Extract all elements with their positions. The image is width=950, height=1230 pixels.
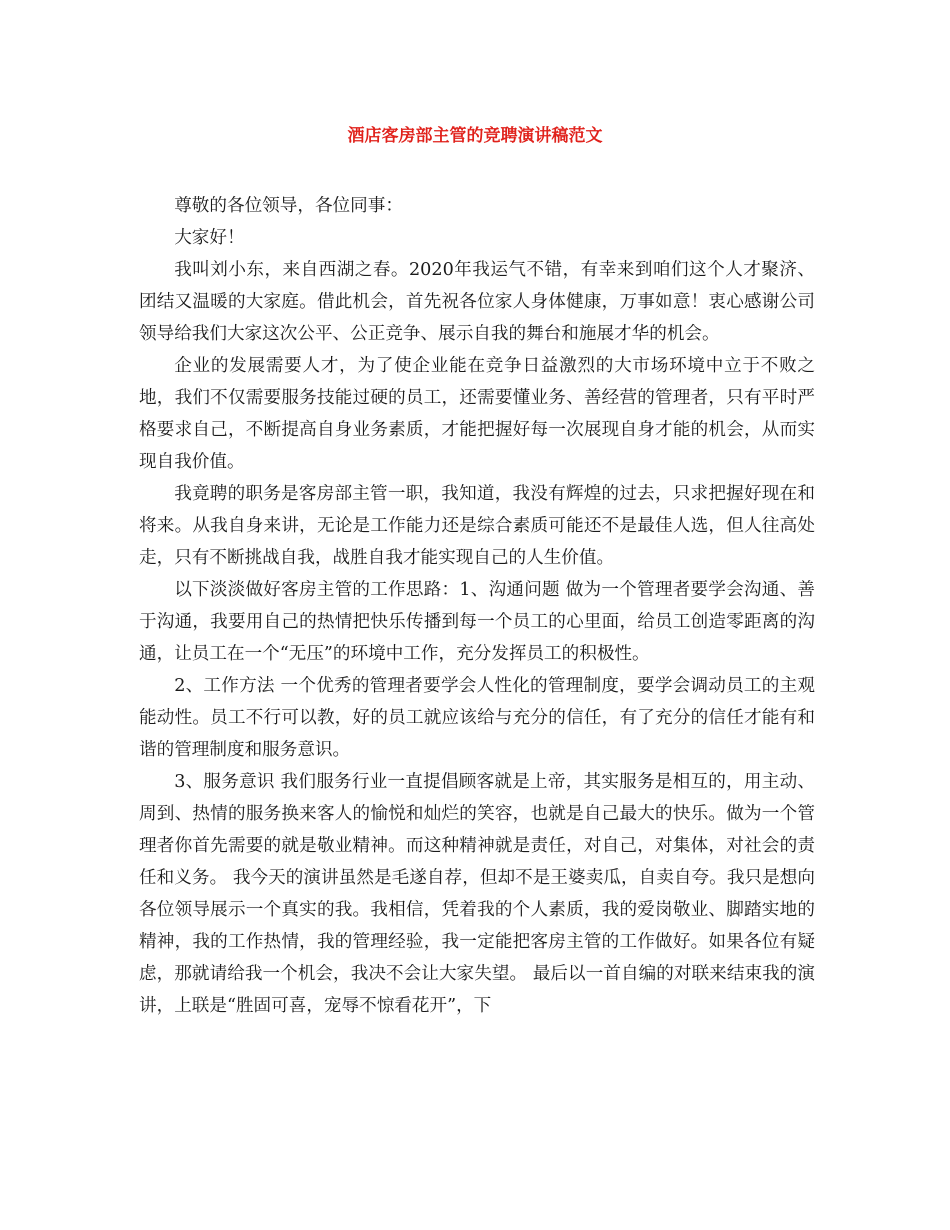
document-title: 酒店客房部主管的竞聘演讲稿范文	[347, 126, 603, 146]
service-awareness-paragraph: 3、服务意识 我们服务行业一直提倡顾客就是上帝，其实服务是相互的，用主动、周到、热情的服务换来客人的愉悦和灿烂的笑容，也就是自己最大的快乐。做为一个管理者你首先需要的就是敬业精神。而这种精神就是责任，对自己，对集体，对社会的责任和义务。 我今天的演讲虽然是毛遂自荐，但却不是王婆卖瓜，自卖自夸。我只是想向各位领导展示一个真实的我。我相信，凭着我的个人素质，我的爱岗敬业、脚踏实地的精神，我的工作热情，我的管理经验，我一定能把客房主管的工作做好。如果各位有疑虑，那就请给我一个机会，我决不会让大家失望。 最后以一首自编的对联来结束我的演讲，上联是“胜固可喜，宠辱不惊看花开”，下	[139, 772, 815, 1016]
work-method-paragraph: 2、工作方法 一个优秀的管理者要学会人性化的管理制度，要学会调动员工的主观能动性。员工不行可以教，好的员工就应该给与充分的信任，有了充分的信任才能有和谐的管理制度和服务意识。	[139, 676, 815, 760]
enterprise-development-paragraph: 企业的发展需要人才，为了使企业能在竞争日益激烈的大市场环境中立于不败之地，我们不仅需要服务技能过硬的员工，还需要懂业务、善经营的管理者，只有平时严格要求自己，不断提高自身业务素质，才能把握好每一次展现自身才能的机会，从而实现自我价值。	[139, 356, 815, 472]
salutation-paragraph: 尊敬的各位领导，各位同事：	[174, 196, 403, 216]
introduction-paragraph: 我叫刘小东，来自西湖之春。2020年我运气不错，有幸来到咱们这个人才聚济、团结又温暖的大家庭。借此机会，首先祝各位家人身体健康，万事如意！衷心感谢公司领导给我们大家这次公平、公正竞争、展示自我的舞台和施展才华的机会。	[139, 260, 815, 344]
greeting-paragraph: 大家好！	[174, 228, 245, 248]
position-paragraph: 我竟聘的职务是客房部主管一职，我知道，我没有辉煌的过去，只求把握好现在和将来。从我自身来讲，无论是工作能力还是综合素质可能还不是最佳人选，但人往高处走，只有不断挑战自我，战胜自我才能实现自己的人生价值。	[139, 484, 815, 568]
document-body	[139, 190, 815, 1022]
communication-paragraph: 以下淡淡做好客房主管的工作思路：1、沟通问题 做为一个管理者要学会沟通、善于沟通，我要用自己的热情把快乐传播到每一个员工的心里面，给员工创造零距离的沟通，让员工在一个“无压”的环境中工作，充分发挥员工的积极性。	[139, 580, 815, 664]
